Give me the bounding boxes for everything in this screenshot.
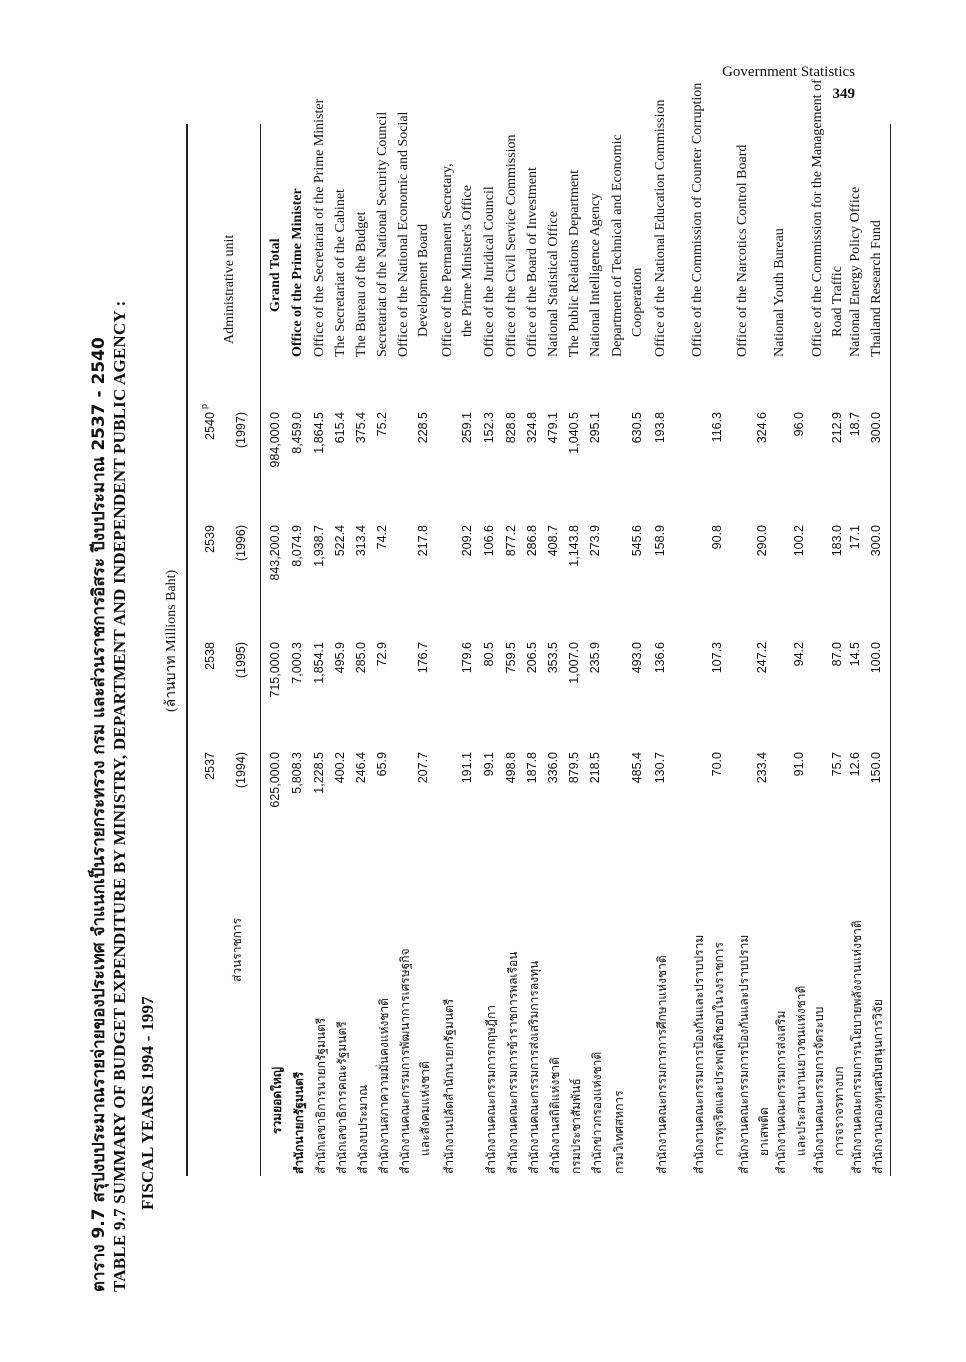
row-label-english: Grand Total [268, 238, 283, 312]
row-value: 285.0 [354, 642, 368, 674]
row-label-english: National Energy Policy Office [848, 186, 863, 357]
row-value: 80.5 [482, 642, 496, 667]
row-value: 498.8 [504, 752, 518, 784]
row-label-thai: สำนักงานคณะกรรมการกฤษฎีกา [484, 1005, 498, 1174]
row-label-english: Thailand Research Fund [869, 220, 884, 357]
row-label-thai: สำนักงานคณะกรรมการป้องกันและปราบปราม [692, 934, 706, 1174]
row-value: 877.2 [504, 525, 518, 557]
row-value: 375.4 [354, 412, 368, 444]
row-value: 485.4 [630, 752, 644, 784]
row-value: 158.9 [653, 525, 667, 557]
row-value: 843,200.0 [268, 525, 282, 581]
row-value: 1,007.0 [567, 642, 581, 684]
row-value: 94.2 [792, 642, 806, 667]
row-value: 1,864.5 [312, 412, 326, 454]
row-value: 715,000.0 [268, 642, 282, 698]
row-value: 207.7 [416, 752, 430, 784]
row-label-thai: สำนักข่าวกรองแห่งชาติ [590, 1051, 604, 1174]
top-rule [186, 124, 188, 1176]
row-value: 106.6 [482, 525, 496, 557]
row-label-english-cont: Cooperation [630, 267, 645, 337]
year-superscript: p [199, 404, 209, 410]
row-value: 1,854.1 [312, 642, 326, 684]
row-label-english: The Public Relations Department [567, 169, 582, 357]
row-value: 99.1 [482, 752, 496, 777]
row-value: 879.5 [567, 752, 581, 784]
row-value: 233.4 [755, 752, 769, 784]
row-value: 1,228.5 [312, 752, 326, 794]
row-label-english: Department of Technical and Economic [610, 134, 625, 357]
row-value: 90.8 [710, 525, 724, 550]
row-value: 100.2 [792, 525, 806, 557]
row-value: 479.1 [546, 412, 560, 444]
row-value: 191.1 [460, 752, 474, 784]
row-value: 150.0 [869, 752, 883, 784]
row-label-thai: สำนักงบประมาณ [356, 1084, 370, 1174]
row-value: 759.5 [504, 642, 518, 674]
year-ce-0: (1994) [234, 752, 248, 789]
row-value: 313.4 [354, 525, 368, 557]
row-label-thai: สำนักงานคณะกรรมการจัดระบบ [812, 1006, 826, 1174]
row-label-english: National Intelligence Agency [588, 192, 603, 357]
row-label-thai: กรมประชาสัมพันธ์ [569, 1078, 583, 1174]
row-value: 259.1 [460, 412, 474, 444]
table-title-thai: ตาราง 9.7 สรุปงบประมาณรายจ่ายของประเทศ จำแนกเป็นรายกระทรวง กรม และส่วนราชการอิสระ ปีงบประมาณ 2537 - 2540 [89, 337, 109, 1292]
row-label-thai-cont: และประสานงานเยาวชนแห่งชาติ [794, 985, 808, 1156]
row-value: 290.0 [755, 525, 769, 557]
row-value: 235.9 [588, 642, 602, 674]
row-label-english: The Secretariat of the Cabinet [333, 189, 348, 357]
header-rule [260, 124, 261, 1176]
row-label-english: Office of the National Economic and Social [396, 111, 411, 357]
row-value: 247.2 [755, 642, 769, 674]
row-value: 300.0 [869, 525, 883, 557]
year-ce-1: (1995) [234, 642, 248, 679]
row-label-thai: สำนักงานคณะกรรมการนโยบายพลังงานแห่งชาติ [850, 920, 864, 1174]
table-title-english: TABLE 9.7 SUMMARY OF BUDGET EXPENDITURE BY MINISTRY, DEPARTMENT AND INDEPENDENT PUBLIC AGENCY : [110, 300, 129, 1292]
row-label-thai: สำนักเลขาธิการคณะรัฐมนตรี [335, 1021, 349, 1174]
row-value: 209.2 [460, 525, 474, 557]
row-value: 100.0 [869, 642, 883, 674]
year-be-1: 2538 [203, 642, 217, 670]
row-value: 408.7 [546, 525, 560, 557]
row-label-english: Office of the National Education Commission [653, 99, 668, 357]
row-value: 176.7 [416, 642, 430, 674]
row-value: 625,000.0 [268, 752, 282, 808]
row-value: 324.8 [525, 412, 539, 444]
bottom-rule [890, 124, 891, 1176]
row-label-english: Office of the Prime Minister [290, 188, 305, 357]
year-ce-3: (1997) [234, 412, 248, 449]
row-label-thai: รวมยอดใหญ่ [270, 1066, 284, 1134]
row-value: 295.1 [588, 412, 602, 444]
row-value: 1,143.8 [567, 525, 581, 567]
row-value: 136.6 [653, 642, 667, 674]
row-value: 984,000.0 [268, 412, 282, 468]
row-label-thai: สำนักงานคณะกรรมการส่งเสริม [774, 1010, 788, 1174]
row-label-english: Office of the Commission for the Management of [810, 79, 825, 357]
row-label-english: National Statistical Office [546, 211, 561, 357]
row-value: 183.0 [830, 525, 844, 557]
row-label-thai: สำนักงานสภาความมั่นคงแห่งชาติ [377, 998, 391, 1174]
row-value: 828.8 [504, 412, 518, 444]
row-label-thai: สำนักงานคณะกรรมการส่งเสริมการลงทุน [527, 960, 541, 1174]
row-value: 7,000.3 [290, 642, 304, 684]
row-label-english: The Bureau of the Budget [354, 211, 369, 357]
column-header-thai: ส่วนราชการ [230, 917, 244, 982]
row-value: 400.2 [333, 752, 347, 784]
row-value: 74.2 [375, 525, 389, 550]
row-value: 14.5 [848, 642, 862, 667]
row-value: 18.7 [848, 412, 862, 437]
row-value: 353.5 [546, 642, 560, 674]
row-label-english: Office of the Permanent Secretary, [440, 163, 455, 357]
row-label-english-cont: Road Traffic [830, 266, 845, 337]
row-label-thai: สำนักงานคณะกรรมการพัฒนาการเศรษฐกิจ [398, 948, 412, 1174]
row-value: 116.3 [710, 412, 724, 443]
year-be-3: 2540 p [199, 404, 217, 440]
row-value: 615.4 [333, 412, 347, 444]
row-label-thai: สำนักงานกองทุนสนับสนุนการวิจัย [871, 999, 885, 1174]
row-value: 336.0 [546, 752, 560, 784]
row-label-thai-cont: การจราจรทางบก [832, 1066, 846, 1156]
row-value: 1,938.7 [312, 525, 326, 567]
row-value: 630.5 [630, 412, 644, 444]
row-value: 212.9 [830, 412, 844, 444]
column-header-english: Administrative unit [222, 234, 237, 344]
row-value: 286.8 [525, 525, 539, 557]
unit-caption: (ล้านบาท Millions Baht) [164, 569, 179, 712]
row-label-thai: สำนักเลขาธิการนายกรัฐมนตรี [314, 1017, 328, 1174]
row-label-thai: สำนักนายกรัฐมนตรี [292, 1071, 306, 1174]
row-label-english: Office of the Board of Investment [525, 167, 540, 357]
row-label-thai: สำนักงานคณะกรรมการป้องกันและปราบปราม [737, 934, 751, 1174]
row-value: 130.7 [653, 752, 667, 784]
row-label-english-cont: the Prime Minister's Office [460, 185, 475, 337]
row-value: 75.7 [830, 752, 844, 777]
row-value: 324.6 [755, 412, 769, 444]
row-value: 5,808.3 [290, 752, 304, 794]
row-value: 8,459.0 [290, 412, 304, 454]
row-value: 87.0 [830, 642, 844, 667]
row-value: 72.9 [375, 642, 389, 667]
row-label-english-cont: Development Board [416, 223, 431, 337]
row-label-thai: กรมวิเทศสหการ [612, 1090, 626, 1174]
row-value: 152.3 [482, 412, 496, 444]
row-value: 495.9 [333, 642, 347, 674]
row-value: 493.0 [630, 642, 644, 674]
row-value: 187.8 [525, 752, 539, 784]
row-label-thai: สำนักงานคณะกรรมการการศึกษาแห่งชาติ [655, 955, 669, 1174]
row-label-thai: สำนักงานสถิติแห่งชาติ [548, 1057, 562, 1174]
row-label-english: Office of the Secretariat of the Prime Minister [312, 98, 327, 357]
row-value: 65.9 [375, 752, 389, 777]
row-label-english: National Youth Bureau [772, 228, 787, 357]
year-be-0: 2537 [203, 752, 217, 780]
row-value: 12.6 [848, 752, 862, 777]
row-label-english: Office of the Juridical Council [482, 186, 497, 357]
table-title-english-line2: FISCAL YEARS 1994 - 1997 [138, 996, 157, 1210]
running-header-title: Government Statistics [722, 64, 855, 80]
row-value: 1,040.5 [567, 412, 581, 454]
row-value: 246.4 [354, 752, 368, 784]
row-value: 17.1 [848, 525, 862, 550]
row-value: 273.9 [588, 525, 602, 557]
row-label-thai-cont: การทุจริตและประพฤติมิชอบในวงราชการ [712, 942, 726, 1156]
row-label-english: Office of the Narcotics Control Board [735, 144, 750, 357]
row-value: 75.2 [375, 412, 389, 437]
row-label-thai-cont: และสังคมแห่งชาติ [418, 1061, 432, 1156]
row-value: 179.6 [460, 642, 474, 674]
year-ce-2: (1996) [234, 525, 248, 562]
year-be-2: 2539 [203, 525, 217, 553]
row-label-thai: สำนักงานปลัดสำนักนายกรัฐมนตรี [442, 998, 456, 1174]
row-value: 545.6 [630, 525, 644, 557]
row-value: 217.8 [416, 525, 430, 557]
row-value: 228.5 [416, 412, 430, 444]
row-value: 91.0 [792, 752, 806, 777]
row-label-english: Secretariat of the National Security Council [375, 111, 390, 357]
row-value: 193.8 [653, 412, 667, 444]
row-value: 218.5 [588, 752, 602, 784]
row-value: 522.4 [333, 525, 347, 557]
row-value: 107.3 [710, 642, 724, 674]
row-value: 300.0 [869, 412, 883, 444]
row-value: 206.5 [525, 642, 539, 674]
row-value: 70.0 [710, 752, 724, 777]
row-value: 96.0 [792, 412, 806, 437]
page-number: 349 [832, 86, 855, 102]
row-value: 8,074.9 [290, 525, 304, 567]
row-label-english: Office of the Civil Service Commission [504, 134, 519, 357]
row-label-english: Office of the Commission of Counter Corruption [690, 82, 705, 357]
row-label-thai-cont: ยาเสพติด [757, 1107, 771, 1156]
row-label-thai: สำนักงานคณะกรรมการข้าราชการพลเรือน [506, 951, 520, 1174]
